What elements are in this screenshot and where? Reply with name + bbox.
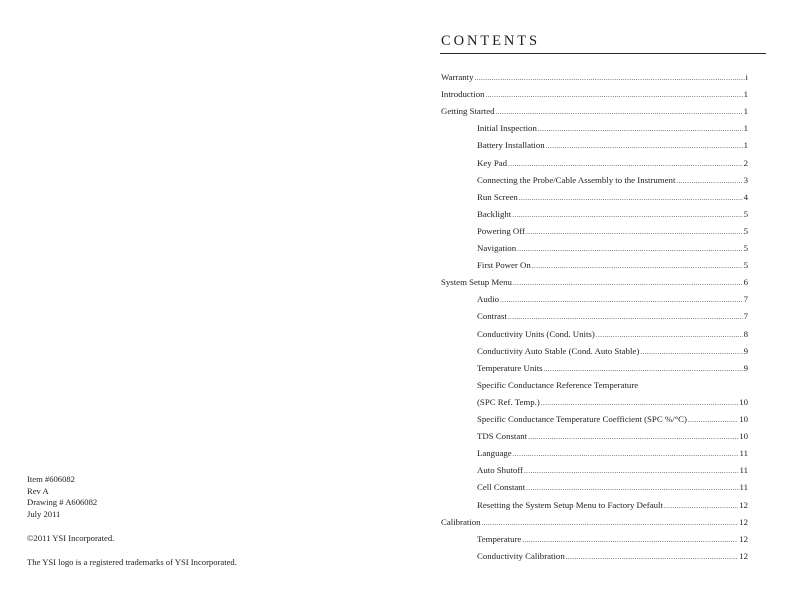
revision: Rev A bbox=[27, 485, 49, 496]
toc-entry-page: 12 bbox=[739, 551, 748, 561]
toc-entry[interactable] bbox=[441, 71, 748, 83]
toc-entry[interactable] bbox=[477, 208, 748, 220]
toc-entry[interactable] bbox=[441, 516, 748, 528]
dot-leader bbox=[688, 414, 738, 426]
dot-leader bbox=[496, 106, 743, 118]
toc-entry[interactable] bbox=[477, 481, 748, 493]
dot-leader bbox=[640, 346, 742, 358]
dot-leader bbox=[524, 465, 738, 477]
right-page bbox=[396, 0, 793, 613]
toc-entry-page: 9 bbox=[743, 363, 748, 373]
toc-entry-page: 12 bbox=[739, 517, 748, 527]
drawing-number: Drawing # A606082 bbox=[27, 497, 98, 508]
toc-entry-page: 8 bbox=[743, 329, 748, 339]
toc-entry-page: 11 bbox=[739, 482, 748, 492]
toc-entry-page: 1 bbox=[743, 89, 748, 99]
toc-entry-title: Navigation bbox=[477, 243, 517, 253]
dot-leader bbox=[513, 448, 739, 460]
toc-entry-page: 7 bbox=[743, 294, 748, 304]
toc-entry-title: Battery Installation bbox=[477, 140, 545, 150]
toc-entry-title: System Setup Menu bbox=[441, 277, 512, 287]
dot-leader bbox=[526, 226, 743, 238]
dot-leader bbox=[512, 209, 742, 221]
dot-leader bbox=[596, 329, 743, 341]
toc-entry[interactable] bbox=[477, 225, 748, 237]
toc-entry-page: 12 bbox=[739, 534, 748, 544]
dot-leader bbox=[546, 140, 743, 152]
toc-entry-title: Connecting the Probe/Cable Assembly to the Instrument bbox=[477, 175, 676, 185]
toc-entry-title: Auto Shutoff bbox=[477, 465, 524, 475]
toc-entry-title: Backlight bbox=[477, 209, 512, 219]
dot-leader bbox=[508, 311, 743, 323]
toc-entry-page: 3 bbox=[743, 175, 748, 185]
toc-entry-title: Contrast bbox=[477, 311, 507, 321]
toc-entry[interactable] bbox=[477, 396, 748, 408]
toc-entry-title: Temperature Units bbox=[477, 363, 543, 373]
toc-entry[interactable] bbox=[477, 499, 748, 511]
toc-entry[interactable] bbox=[477, 139, 748, 151]
toc-entry[interactable] bbox=[477, 310, 748, 322]
dot-leader bbox=[486, 89, 743, 101]
toc-entry-page: 4 bbox=[743, 192, 748, 202]
dot-leader bbox=[664, 500, 738, 512]
toc-entry[interactable] bbox=[477, 362, 748, 374]
dot-leader bbox=[541, 397, 738, 409]
toc-entry[interactable] bbox=[477, 122, 748, 134]
toc-entry[interactable] bbox=[477, 293, 748, 305]
dot-leader bbox=[513, 277, 743, 289]
toc-entry-title: First Power On bbox=[477, 260, 531, 270]
toc-entry-page: i bbox=[745, 72, 748, 82]
toc-entry-page: 10 bbox=[739, 397, 748, 407]
toc-entry-title: Calibration bbox=[441, 517, 481, 527]
trademark-notice: The YSI logo is a registered trademarks of YSI Incorporated. bbox=[27, 557, 237, 567]
dot-leader bbox=[475, 72, 745, 84]
toc-entry-title: Run Screen bbox=[477, 192, 518, 202]
toc-entry[interactable] bbox=[477, 447, 748, 459]
toc-entry-title: Cell Constant bbox=[477, 482, 526, 492]
dot-leader bbox=[544, 363, 743, 375]
dot-leader bbox=[500, 294, 743, 306]
toc-entry-page: 10 bbox=[739, 431, 748, 441]
toc-entry-title: Temperature bbox=[477, 534, 522, 544]
toc-entry[interactable] bbox=[477, 464, 748, 476]
toc-entry-title: Initial Inspection bbox=[477, 123, 537, 133]
toc-entry[interactable] bbox=[441, 88, 748, 100]
toc-entry[interactable] bbox=[477, 191, 748, 203]
dot-leader bbox=[519, 192, 743, 204]
copyright-notice: ©2011 YSI Incorporated. bbox=[27, 533, 115, 543]
dot-leader bbox=[676, 175, 742, 187]
toc-entry[interactable] bbox=[477, 533, 748, 545]
toc-entry-page: 5 bbox=[743, 243, 748, 253]
toc-entry-page: 5 bbox=[743, 226, 748, 236]
toc-entry-title: Warranty bbox=[441, 72, 474, 82]
left-page bbox=[0, 0, 396, 613]
document-imprint bbox=[27, 474, 97, 520]
dot-leader bbox=[526, 482, 738, 494]
publication-date: July 2011 bbox=[27, 508, 61, 519]
dot-leader bbox=[532, 260, 743, 272]
toc-entry[interactable] bbox=[477, 413, 748, 425]
toc-entry-title: Audio bbox=[477, 294, 499, 304]
toc-entry-page: 5 bbox=[743, 260, 748, 270]
toc-entry-page: 1 bbox=[743, 140, 748, 150]
toc-entry-title: Powering Off bbox=[477, 226, 525, 236]
toc-entry-page: 5 bbox=[743, 209, 748, 219]
dot-leader bbox=[528, 431, 738, 443]
toc-entry[interactable] bbox=[477, 379, 748, 391]
toc-entry-title: Introduction bbox=[441, 89, 485, 99]
toc-entry-title: Specific Conductance Temperature Coefficient (SPC %/°C) bbox=[477, 414, 687, 424]
toc-entry-title: TDS Constant bbox=[477, 431, 528, 441]
toc-entry-page: 11 bbox=[739, 448, 748, 458]
toc-entry[interactable] bbox=[477, 328, 748, 340]
toc-entry[interactable] bbox=[477, 550, 748, 562]
toc-entry[interactable] bbox=[477, 345, 748, 357]
toc-entry-title: Conductivity Units (Cond. Units) bbox=[477, 329, 595, 339]
toc-entry-page: 10 bbox=[739, 414, 748, 424]
toc-entry-page: 7 bbox=[743, 311, 748, 321]
dot-leader bbox=[522, 534, 738, 546]
toc-entry-title: Getting Started bbox=[441, 106, 495, 116]
toc-entry[interactable] bbox=[477, 174, 748, 186]
dot-leader bbox=[517, 243, 743, 255]
toc-entry[interactable] bbox=[477, 430, 748, 442]
toc-entry-page: 11 bbox=[739, 465, 748, 475]
toc-entry-page: 2 bbox=[743, 158, 748, 168]
toc-entry-page: 6 bbox=[743, 277, 748, 287]
toc-entry-title: Specific Conductance Reference Temperature bbox=[477, 380, 639, 390]
toc-entry-page: 12 bbox=[739, 500, 748, 510]
toc-entry[interactable] bbox=[477, 157, 748, 169]
dot-leader bbox=[482, 517, 739, 529]
toc-entry[interactable] bbox=[477, 242, 748, 254]
toc-entry-title: Conductivity Auto Stable (Cond. Auto Stable) bbox=[477, 346, 640, 356]
toc-entry[interactable] bbox=[477, 259, 748, 271]
toc-entry-page: 9 bbox=[743, 346, 748, 356]
toc-entry-title: Conductivity Calibration bbox=[477, 551, 565, 561]
toc-title: CONTENTS bbox=[441, 33, 540, 49]
toc-entry-title: Resetting the System Setup Menu to Factory Default bbox=[477, 500, 663, 510]
toc-list bbox=[396, 0, 793, 613]
dot-leader bbox=[538, 123, 743, 135]
toc-entry[interactable] bbox=[441, 276, 748, 288]
toc-entry-page: 1 bbox=[743, 123, 748, 133]
toc-entry-title: (SPC Ref. Temp.) bbox=[477, 397, 540, 407]
dot-leader bbox=[508, 158, 743, 170]
item-number: Item #606082 bbox=[27, 474, 75, 484]
dot-leader bbox=[566, 551, 738, 563]
toc-entry[interactable] bbox=[441, 105, 748, 117]
toc-entry-title: Key Pad bbox=[477, 158, 508, 168]
toc-entry-page: 1 bbox=[743, 106, 748, 116]
toc-entry-title: Language bbox=[477, 448, 512, 458]
